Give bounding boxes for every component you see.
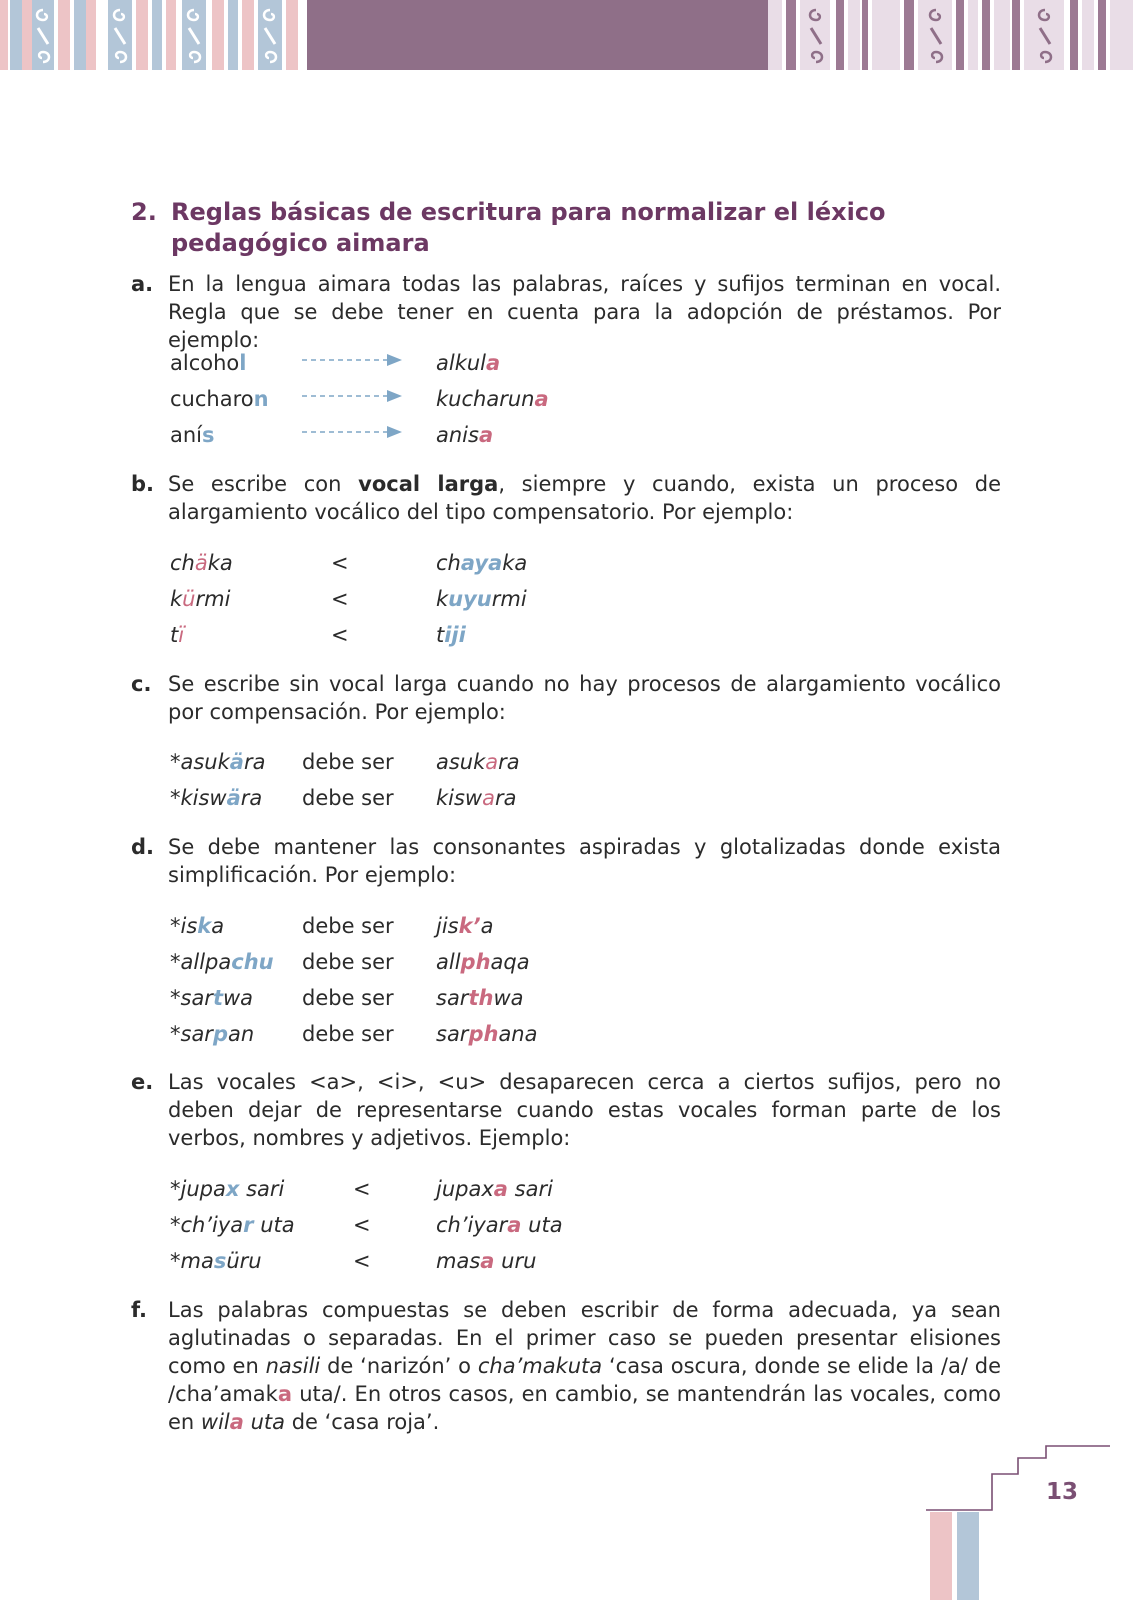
example-source: *sarpan (170, 1022, 255, 1046)
less-than-sign: < (353, 1249, 371, 1273)
example-source: cucharon (170, 387, 269, 411)
example-target: sarthwa (436, 986, 524, 1010)
spiral-ornament-icon (925, 6, 947, 66)
section-title: Reglas básicas de escritura para normalizar el léxico pedagógico aimara (171, 198, 886, 257)
example-source: chäka (170, 551, 233, 575)
example-source: *kiswära (170, 786, 263, 810)
connector-text: debe ser (302, 914, 394, 938)
example-source: *jupax sari (170, 1177, 285, 1201)
spiral-ornament-icon (183, 6, 205, 66)
example-source: alcohol (170, 351, 247, 375)
spiral-ornament-icon (32, 6, 54, 66)
rule-text: En la lengua aimara todas las palabras, raíces y sufijos terminan en vocal. Regla que se debe tener en cuenta para la adopción de préstamos. Por ejemplo: (168, 272, 1001, 352)
example-target: ch’iyara uta (436, 1213, 563, 1237)
less-than-sign: < (331, 623, 349, 647)
spiral-ornament-icon (259, 6, 281, 66)
footer-blue-bar (957, 1512, 979, 1600)
section-number: 2. (131, 198, 157, 226)
example-source: tï (170, 623, 185, 647)
example-target: kucharuna (436, 387, 549, 411)
rule-label: f. (131, 1298, 147, 1322)
example-target: jupaxa sari (436, 1177, 553, 1201)
example-target: sarphana (436, 1022, 538, 1046)
page-number: 13 (1046, 1479, 1079, 1505)
example-source: *iska (170, 914, 225, 938)
less-than-sign: < (331, 587, 349, 611)
rule-label: b. (131, 472, 155, 496)
footer-pink-bar (930, 1512, 952, 1600)
rule-text: Se debe mantener las consonantes aspiradas y glotalizadas donde exista simplificación. Por ejemplo: (168, 835, 1001, 887)
example-target: anisa (436, 423, 494, 447)
example-target: jisk’a (436, 914, 494, 938)
spiral-ornament-icon (1034, 6, 1056, 66)
less-than-sign: < (353, 1177, 371, 1201)
example-source: *allpachu (170, 950, 274, 974)
example-target: allphaqa (436, 950, 530, 974)
example-target: alkula (436, 351, 501, 375)
less-than-sign: < (353, 1213, 371, 1237)
rule-text: Se escribe con vocal larga, siempre y cuando, exista un proceso de alargamiento vocálico del tipo compensatorio. Por ejemplo: (168, 472, 1002, 524)
rule-label: a. (131, 272, 154, 296)
example-target: asukara (436, 750, 520, 774)
example-source: *sartwa (170, 986, 254, 1010)
example-target: masa uru (436, 1249, 537, 1273)
rule-label: c. (131, 672, 152, 696)
spiral-ornament-icon (805, 6, 827, 66)
spiral-ornament-icon (109, 6, 131, 66)
connector-text: debe ser (302, 1022, 394, 1046)
dashed-arrow-icon (302, 353, 402, 367)
example-source: kürmi (170, 587, 231, 611)
less-than-sign: < (331, 551, 349, 575)
connector-text: debe ser (302, 950, 394, 974)
connector-text: debe ser (302, 750, 394, 774)
example-target: chayaka (436, 551, 528, 575)
example-target: kiswara (436, 786, 517, 810)
example-target: kuyurmi (436, 587, 527, 611)
rule-label: d. (131, 835, 155, 859)
top-decorative-band (0, 0, 1133, 70)
dashed-arrow-icon (302, 389, 402, 403)
rule-text: Se escribe sin vocal larga cuando no hay procesos de alargamiento vocálico por compensación. Por ejemplo: (168, 672, 1001, 724)
example-source: anís (170, 423, 215, 447)
rule-text: Las palabras compuestas se deben escribir de forma adecuada, ya sean aglutinadas o separadas. En el primer caso se pueden presentar elisiones como en nasili de ‘narizón’ o cha’makuta ‘casa oscura, donde se elide la /a/ de /cha’amaka uta/. En otros casos, en cambio, se mantendrán las vocales, como en wila uta de ‘casa roja’. (168, 1298, 1001, 1434)
example-source: *masüru (170, 1249, 262, 1273)
rule-label: e. (131, 1070, 154, 1094)
example-source: *ch’iyar uta (170, 1213, 295, 1237)
dashed-arrow-icon (302, 425, 402, 439)
connector-text: debe ser (302, 986, 394, 1010)
connector-text: debe ser (302, 786, 394, 810)
rule-text: Las vocales <a>, <i>, <u> desaparecen cerca a ciertos sufijos, pero no deben dejar de representarse cuando estas vocales forman parte de los verbos, nombres y adjetivos. Ejemplo: (168, 1070, 1001, 1150)
example-target: tiji (436, 623, 466, 647)
example-source: *asukära (170, 750, 266, 774)
